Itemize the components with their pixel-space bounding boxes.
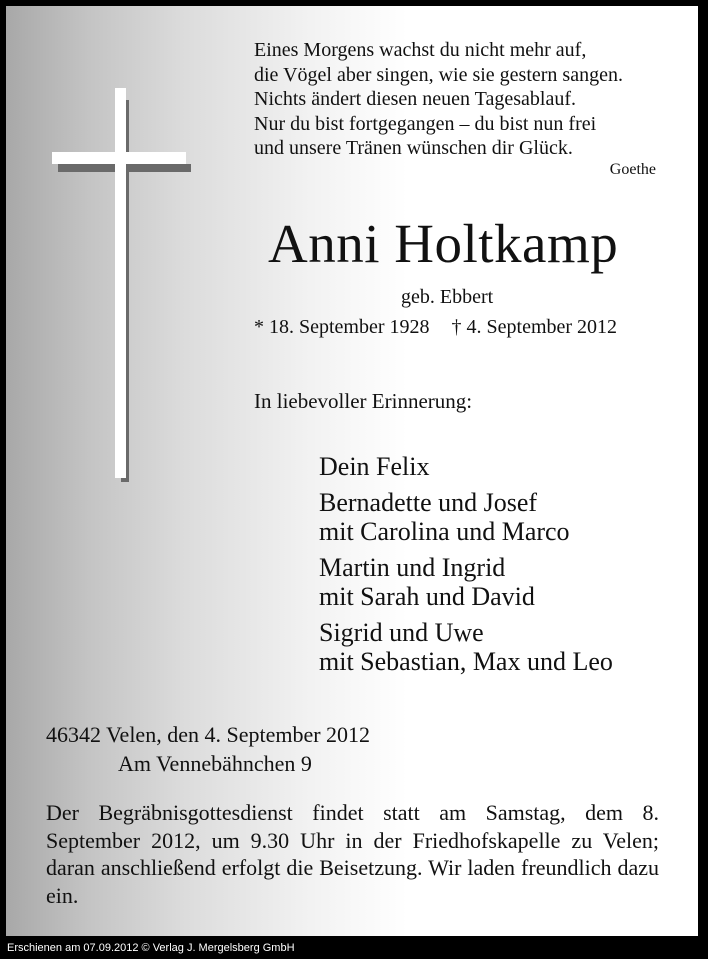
street-address: Am Vennebähnchen 9 bbox=[118, 751, 312, 776]
birth-date: * 18. September 1928 bbox=[254, 316, 430, 338]
life-dates bbox=[254, 316, 617, 339]
service-info: Der Begräbnisgottesdienst findet statt am Samstag, dem 8. September 2012, um 9.30 Uhr in der Friedhofskapelle zu Velen; daran anschließend erfolgt die Beisetzung. Wir laden freundlich dazu ein. bbox=[46, 800, 659, 908]
poem-line: Nichts ändert diesen neuen Tagesablauf. bbox=[254, 88, 577, 110]
mourner-line: Dein Felix bbox=[319, 452, 430, 481]
mourner-line: Martin und Ingrid bbox=[319, 552, 506, 582]
poem-line: Nur du bist fortgegangen – du bist nun frei bbox=[254, 112, 597, 135]
poem-line: und unsere Tränen wünschen dir Glück. bbox=[254, 137, 573, 159]
mourner-line: mit Sarah und David bbox=[319, 582, 535, 611]
poem bbox=[254, 38, 674, 161]
mourner-line: mit Sebastian, Max und Leo bbox=[319, 647, 613, 676]
death-date: † 4. September 2012 bbox=[451, 316, 618, 338]
mourner-group bbox=[319, 452, 698, 482]
poem-line: Eines Morgens wachst du nicht mehr auf, bbox=[254, 39, 587, 61]
mourner-group bbox=[319, 618, 698, 677]
mourner-line: mit Carolina und Marco bbox=[319, 517, 570, 546]
poem-line: die Vögel aber singen, wie sie gestern sangen. bbox=[254, 63, 623, 86]
poem-author: Goethe bbox=[609, 161, 656, 178]
mourner-group bbox=[319, 553, 698, 612]
mourner-group bbox=[319, 488, 698, 547]
mourner-line: Sigrid und Uwe bbox=[319, 617, 484, 647]
maiden-name: geb. Ebbert bbox=[401, 286, 494, 308]
deceased-name: Anni Holtkamp bbox=[268, 213, 619, 274]
publication-footer: Erschienen am 07.09.2012 © Verlag J. Mergelsberg GmbH bbox=[7, 942, 295, 954]
place-date: 46342 Velen, den 4. September 2012 bbox=[46, 722, 371, 747]
memory-line: In liebevoller Erinnerung: bbox=[254, 389, 473, 413]
obituary-notice bbox=[6, 6, 698, 936]
mourner-line: Bernadette und Josef bbox=[319, 487, 538, 517]
mourners-list bbox=[319, 452, 698, 683]
